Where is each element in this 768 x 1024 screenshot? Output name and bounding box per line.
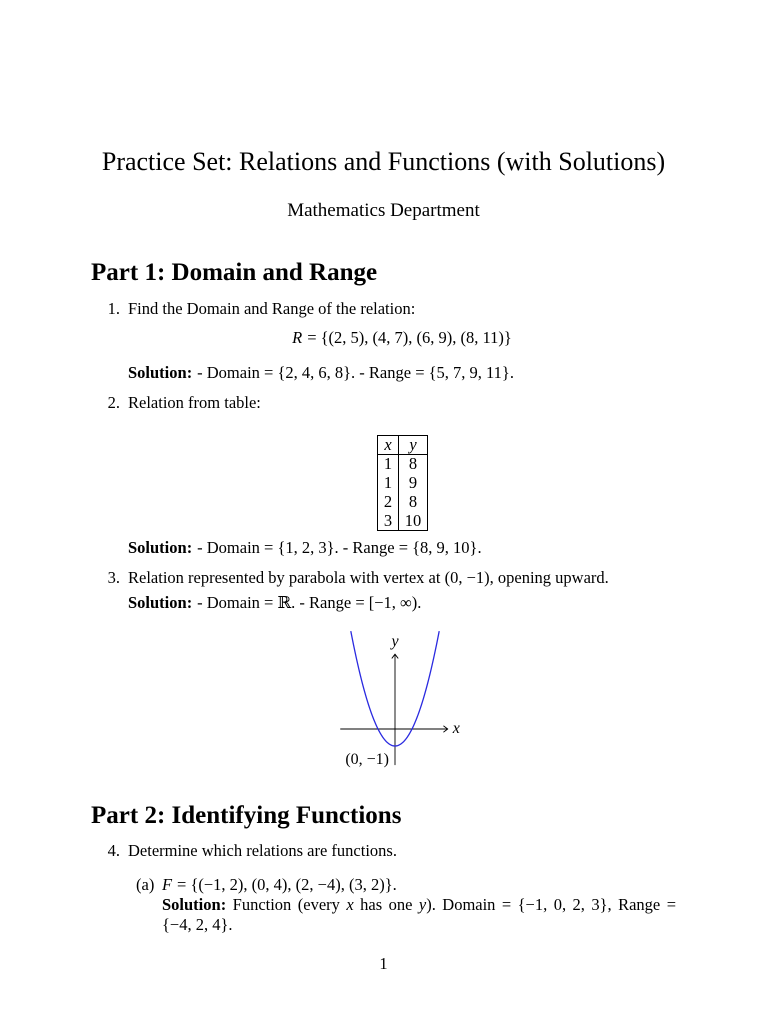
solution-label: Solution:: [128, 363, 193, 382]
solution-1: [128, 363, 514, 383]
question-number: 3.: [107, 568, 120, 587]
solution-a-line-1: [162, 895, 676, 915]
solution-text: - Domain = {1, 2, 3}. - Range = {8, 9, 10}.: [197, 538, 482, 557]
document-author: Mathematics Department: [287, 200, 480, 221]
relation-set: = {(−1, 2), (0, 4), (2, −4), (3, 2)}.: [177, 875, 397, 894]
question-prompt: Find the Domain and Range of the relation:: [128, 299, 416, 318]
question-number: 4.: [107, 841, 120, 860]
question-4: [98, 841, 397, 861]
solution-label: Solution:: [128, 593, 193, 612]
graph-x-label: x: [452, 720, 460, 737]
graph-marks: [341, 631, 448, 765]
solution-text: ). Domain = {−1, 0, 2, 3}, Range =: [426, 895, 676, 914]
solution-label: Solution:: [162, 895, 227, 914]
question-prompt: Relation represented by parabola with vertex at (0, −1), opening upward.: [128, 568, 609, 587]
solution-text: - Domain = {2, 4, 6, 8}. - Range = {5, 7, 9, 11}.: [197, 363, 514, 382]
solution-3: [128, 593, 421, 613]
question-prompt: Relation from table:: [128, 393, 261, 412]
question-number: 1.: [107, 299, 120, 318]
solution-variable-y: y: [418, 895, 427, 914]
question-prompt: Determine which relations are functions.: [128, 841, 397, 860]
solution-text: has one: [353, 895, 419, 914]
question-1: [98, 299, 415, 319]
table-cell: 3: [378, 512, 399, 531]
section-heading-part-1: Part 1: Domain and Range: [91, 259, 378, 286]
graph-y-label: y: [391, 633, 399, 651]
table-cell: 9: [399, 474, 428, 493]
table-row: [378, 474, 428, 493]
table-cell: 1: [378, 474, 399, 493]
table-header-y: y: [399, 436, 428, 455]
graph-vertex-label: (0, −1): [345, 751, 389, 768]
document-title: Practice Set: Relations and Functions (with Solutions): [101, 147, 666, 176]
table-row: [378, 512, 428, 531]
section-heading-part-2: Part 2: Identifying Functions: [91, 802, 402, 829]
question-3: [98, 568, 609, 588]
table-cell: 10: [399, 512, 428, 531]
parabola-graph: [320, 620, 480, 780]
relation-set: = {(2, 5), (4, 7), (6, 9), (8, 11)}: [307, 328, 512, 347]
page-number: 1: [379, 954, 388, 973]
table-row: [378, 455, 428, 474]
solution-text: Function (every: [232, 895, 347, 914]
solution-2: [128, 538, 482, 558]
subquestion-label: (a): [136, 875, 155, 894]
table-header-x: x: [378, 436, 399, 455]
table-cell: 8: [399, 493, 428, 512]
question-number: 2.: [107, 393, 120, 412]
table-header-row: [378, 436, 428, 455]
relation-name: F: [162, 875, 173, 894]
relation-display: [128, 328, 676, 348]
table-cell: 1: [378, 455, 399, 474]
table-cell: 2: [378, 493, 399, 512]
table-row: [378, 493, 428, 512]
solution-text: - Domain = ℝ. - Range = [−1, ∞).: [197, 593, 422, 612]
relation-name: R: [292, 328, 303, 347]
solution-variable-x: x: [346, 895, 354, 914]
solution-label: Solution:: [128, 538, 193, 557]
question-2: [98, 393, 261, 413]
subquestion-a: [136, 875, 397, 895]
solution-a-line-2: [162, 915, 676, 935]
solution-text: {−4, 2, 4}.: [162, 915, 233, 934]
table-cell: 8: [399, 455, 428, 474]
relation-table: [377, 435, 428, 531]
